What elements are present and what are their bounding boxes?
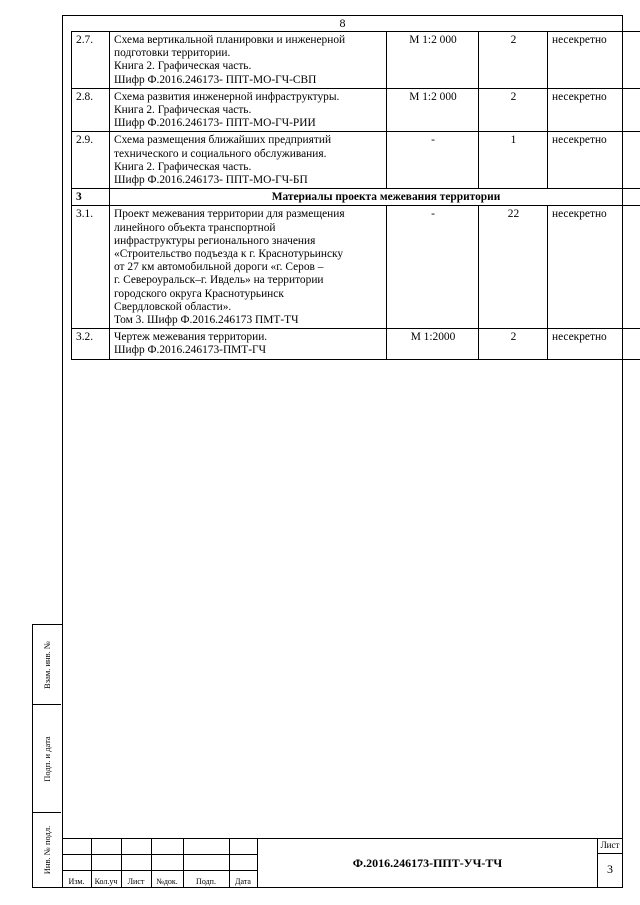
side-label-inv-original: Инв. № подл. — [42, 825, 52, 875]
title-block — [62, 838, 623, 888]
table-row — [72, 32, 640, 89]
section-number: 3 — [72, 189, 110, 206]
section-title: Материалы проекта межевания территории — [110, 189, 640, 206]
table-row — [72, 206, 640, 329]
row-status: несекретно — [548, 132, 640, 189]
row-scale: - — [387, 132, 479, 189]
stamp-label-sign: Подп. — [196, 877, 216, 886]
side-cell-replace-inv — [33, 625, 61, 705]
sheet-number: 3 — [607, 862, 613, 876]
row-number: 2.7. — [72, 32, 110, 89]
row-title: Схема размещения ближайших предприятий технического и социального обслуживания. Книга 2. Графическая часть. Шифр Ф.2016.246173- ППТ-МО-ГЧ-БП — [110, 132, 387, 189]
row-number: 2.9. — [72, 132, 110, 189]
documents-table — [71, 31, 640, 360]
stamp-label-rev: Изм. — [68, 877, 85, 886]
side-label-replace-inv: Взам. инв. № — [42, 640, 52, 689]
row-count: 2 — [479, 88, 548, 132]
document-code: Ф.2016.246173-ППТ-УЧ-ТЧ — [257, 839, 598, 887]
side-label-sign-date: Подп. и дата — [42, 735, 52, 782]
row-count: 1 — [479, 132, 548, 189]
row-status: несекретно — [548, 329, 640, 359]
table-row — [72, 132, 640, 189]
row-scale: - — [387, 206, 479, 329]
row-scale: М 1:2000 — [387, 329, 479, 359]
row-number: 3.2. — [72, 329, 110, 359]
row-count: 22 — [479, 206, 548, 329]
row-count: 2 — [479, 329, 548, 359]
stamp-label-sheet: Лист — [127, 877, 145, 886]
sheet-label: Лист — [600, 840, 620, 850]
row-title: Чертеж межевания территории. Шифр Ф.2016.246173-ПМТ-ГЧ — [110, 329, 387, 359]
section-row — [72, 189, 640, 206]
row-number: 3.1. — [72, 206, 110, 329]
stamp-label-qty: Кол.уч — [94, 877, 118, 886]
row-scale: М 1:2 000 — [387, 88, 479, 132]
row-scale: М 1:2 000 — [387, 32, 479, 89]
row-title: Схема развития инженерной инфраструктуры. Книга 2. Графическая часть. Шифр Ф.2016.246173- ППТ-МО-ГЧ-РИИ — [110, 88, 387, 132]
row-status: несекретно — [548, 32, 640, 89]
side-stamp — [32, 624, 62, 888]
row-number: 2.8. — [72, 88, 110, 132]
side-cell-sign-date — [33, 705, 61, 813]
row-count: 2 — [479, 32, 548, 89]
row-title: Проект межевания территории для размещения линейного объекта транспортной инфраструктуры регионального значения «Строительство подъезда к г. Краснотурьинску от 27 км автомобильной дороги «г. Серов – г. Североуральск–г. Ивдель» на территории городского округа Краснотурьинск Свердловской области». Том 3. Шифр Ф.2016.246173 ПМТ-ТЧ — [110, 206, 387, 329]
row-status: несекретно — [548, 88, 640, 132]
side-cell-inv-original — [33, 813, 61, 887]
page-number: 8 — [339, 16, 346, 30]
stamp-label-doc: №док. — [156, 877, 178, 886]
table-row — [72, 329, 640, 359]
row-title: Схема вертикальной планировки и инженерной подготовки территории. Книга 2. Графическая часть. Шифр Ф.2016.246173- ППТ-МО-ГЧ-СВП — [110, 32, 387, 89]
stamp-label-date: Дата — [235, 877, 251, 886]
stamp-grid — [62, 839, 257, 887]
table-row — [72, 88, 640, 132]
row-status: несекретно — [548, 206, 640, 329]
